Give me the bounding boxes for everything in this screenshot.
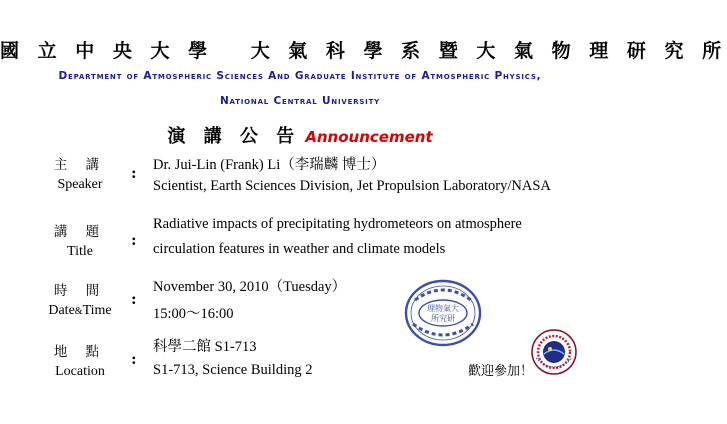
datetime-label-english: Date&Time	[48, 303, 112, 318]
speaker-name: Dr. Jui-Lin (Frank) Li（李瑞麟 博士）	[153, 157, 386, 173]
speaker-label-english: Speaker	[57, 177, 103, 192]
talk-title-line-2: circulation features in weather and climate models	[153, 241, 446, 257]
talk-title-label-english: Title	[67, 244, 93, 259]
department-logo	[530, 328, 578, 376]
announcement-title-english: Announcement	[305, 128, 433, 146]
seal-inner-bottom-text: 所究研	[431, 314, 455, 323]
datetime-label-chinese: 時 間	[53, 283, 107, 299]
university-english-name: National Central University	[219, 95, 381, 107]
talk-title-colon: :	[131, 231, 137, 249]
announcement-title	[0, 122, 600, 148]
talk-time: 15:00～16:00	[153, 306, 234, 322]
datetime-label	[30, 282, 130, 321]
talk-date: November 30, 2010（Tuesday）	[153, 279, 347, 295]
welcome-message: 歡迎參加！	[468, 364, 534, 379]
location-label-chinese: 地 點	[53, 344, 107, 360]
announcement-title-chinese: 演 講 公 告	[167, 126, 301, 147]
department-english-name: Department of Atmospheric Sciences And Graduate Institute of Atmospheric Physics,	[58, 70, 542, 82]
location-label-english: Location	[55, 364, 105, 379]
talk-title-label	[30, 223, 130, 261]
datetime-colon: :	[131, 290, 137, 308]
speaker-label	[30, 156, 130, 194]
speaker-affiliation: Scientist, Earth Sciences Division, Jet Propulsion Laboratory/NASA	[153, 178, 551, 194]
talk-title-label-chinese: 講 題	[53, 224, 107, 240]
location-chinese: 科學二館 S1-713	[153, 339, 257, 355]
speaker-colon: :	[131, 164, 137, 182]
seal-inner-top-text: 理物氣大	[427, 304, 459, 313]
location-english: S1-713, Science Building 2	[153, 362, 313, 378]
official-seal-stamp	[403, 278, 483, 348]
department-chinese-name: 國 立 中 央 大 學 大 氣 科 學 系 暨 大 氣 物 理 研 究 所	[0, 40, 727, 62]
location-colon: :	[131, 350, 137, 368]
speaker-label-chinese: 主 講	[53, 157, 107, 173]
location-label	[30, 343, 130, 381]
talk-title-line-1: Radiative impacts of precipitating hydrometeors on atmosphere	[153, 216, 522, 232]
